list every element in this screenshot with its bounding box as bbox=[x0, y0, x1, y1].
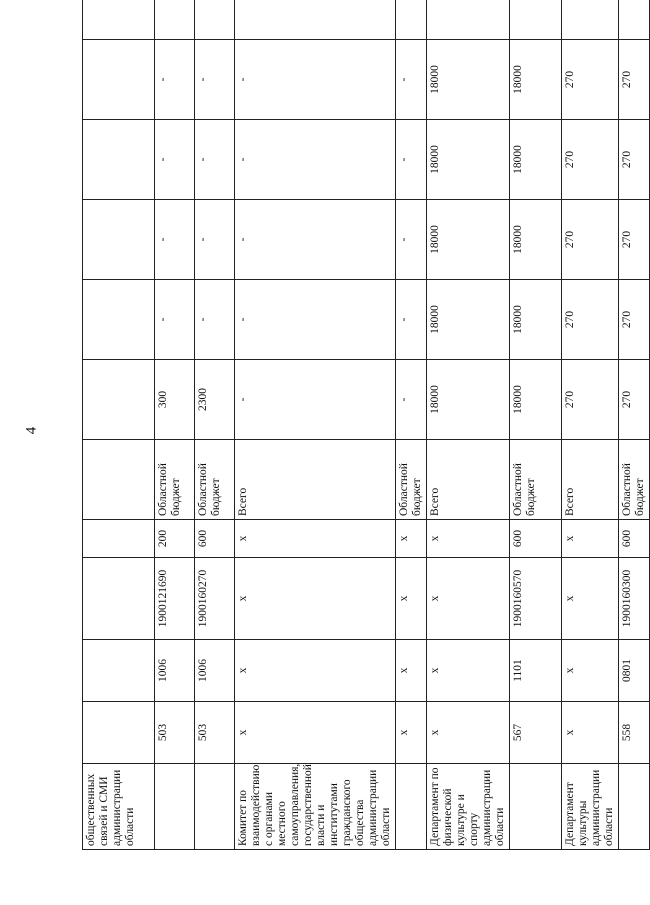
cell-v2: - bbox=[155, 280, 195, 360]
page-number: 4 bbox=[23, 426, 40, 435]
cell-org: общественных связей и СМИ администрации области bbox=[83, 764, 155, 850]
cell-src: Областной бюджет bbox=[510, 440, 562, 520]
cell-v4: 18000 bbox=[427, 120, 510, 200]
cell-rz: 1006 bbox=[155, 640, 195, 702]
table-row bbox=[396, 0, 427, 850]
cell-v4: 18000 bbox=[510, 120, 562, 200]
cell-v3: - bbox=[235, 200, 396, 280]
table-row bbox=[510, 0, 562, 850]
cell-org bbox=[195, 764, 235, 850]
cell-v5: 18000 bbox=[510, 40, 562, 120]
cell-org: Департамент культуры администрации области bbox=[562, 764, 619, 850]
cell-src: Всего bbox=[427, 440, 510, 520]
cell-vr: x bbox=[427, 520, 510, 558]
cell-v4 bbox=[83, 120, 155, 200]
cell-src: Всего bbox=[235, 440, 396, 520]
cell-grbs: x bbox=[562, 702, 619, 764]
cell-vr: 600 bbox=[619, 520, 650, 558]
cell-rz: x bbox=[427, 640, 510, 702]
cell-src: Областной бюджет bbox=[155, 440, 195, 520]
cell-v1: - bbox=[396, 360, 427, 440]
cell-v2: 270 bbox=[562, 280, 619, 360]
cell-v3: - bbox=[195, 200, 235, 280]
cell-v6 bbox=[83, 0, 155, 40]
cell-v4: - bbox=[396, 120, 427, 200]
cell-v5: 270 bbox=[562, 40, 619, 120]
cell-v4: 270 bbox=[619, 120, 650, 200]
cell-v3: - bbox=[155, 200, 195, 280]
cell-v4: - bbox=[155, 120, 195, 200]
cell-v2: - bbox=[235, 280, 396, 360]
cell-csr: 1900160570 bbox=[510, 558, 562, 640]
cell-v2: 270 bbox=[619, 280, 650, 360]
cell-vr: 600 bbox=[510, 520, 562, 558]
cell-vr: x bbox=[235, 520, 396, 558]
cell-csr: x bbox=[396, 558, 427, 640]
cell-v6 bbox=[195, 0, 235, 40]
cell-v2: 18000 bbox=[427, 280, 510, 360]
cell-v3: 270 bbox=[562, 200, 619, 280]
cell-v2: 18000 bbox=[510, 280, 562, 360]
cell-csr: x bbox=[562, 558, 619, 640]
cell-vr: x bbox=[562, 520, 619, 558]
cell-v6 bbox=[235, 0, 396, 40]
cell-v4: - bbox=[195, 120, 235, 200]
cell-v2: - bbox=[195, 280, 235, 360]
cell-vr: x bbox=[396, 520, 427, 558]
cell-v5: 18000 bbox=[427, 40, 510, 120]
cell-grbs: 503 bbox=[195, 702, 235, 764]
cell-v1: 18000 bbox=[427, 360, 510, 440]
cell-vr bbox=[83, 520, 155, 558]
cell-rz: x bbox=[562, 640, 619, 702]
cell-v3: - bbox=[396, 200, 427, 280]
cell-org bbox=[155, 764, 195, 850]
cell-grbs: x bbox=[235, 702, 396, 764]
cell-src: Всего bbox=[562, 440, 619, 520]
cell-v6 bbox=[427, 0, 510, 40]
cell-v1: 18000 bbox=[510, 360, 562, 440]
cell-rz: 0801 bbox=[619, 640, 650, 702]
cell-v1: 2300 bbox=[195, 360, 235, 440]
table-row bbox=[235, 0, 396, 850]
cell-csr: 1900160270 bbox=[195, 558, 235, 640]
cell-v5: - bbox=[155, 40, 195, 120]
cell-v3: 18000 bbox=[427, 200, 510, 280]
cell-rz: x bbox=[396, 640, 427, 702]
cell-csr: x bbox=[235, 558, 396, 640]
table-row bbox=[83, 0, 155, 850]
cell-v2: - bbox=[396, 280, 427, 360]
cell-rz: 1006 bbox=[195, 640, 235, 702]
cell-src bbox=[83, 440, 155, 520]
cell-grbs: 503 bbox=[155, 702, 195, 764]
cell-v1 bbox=[83, 360, 155, 440]
cell-v6 bbox=[396, 0, 427, 40]
cell-v6 bbox=[562, 0, 619, 40]
cell-v2 bbox=[83, 280, 155, 360]
table-row bbox=[562, 0, 619, 850]
cell-csr: x bbox=[427, 558, 510, 640]
table-row bbox=[155, 0, 195, 850]
cell-org bbox=[510, 764, 562, 850]
cell-vr: 200 bbox=[155, 520, 195, 558]
cell-vr: 600 bbox=[195, 520, 235, 558]
cell-v4: - bbox=[235, 120, 396, 200]
cell-org: Комитет по взаимодействию с органами местного самоуправления, государственной власти и институтами гражданского общества администрации области bbox=[235, 764, 396, 850]
cell-grbs bbox=[83, 702, 155, 764]
cell-grbs: 558 bbox=[619, 702, 650, 764]
budget-table bbox=[82, 0, 650, 850]
table-row bbox=[195, 0, 235, 850]
cell-v1: 300 bbox=[155, 360, 195, 440]
cell-v5: - bbox=[235, 40, 396, 120]
cell-src: Областной бюджет bbox=[396, 440, 427, 520]
budget-table-sheet bbox=[82, 10, 646, 850]
cell-grbs: x bbox=[396, 702, 427, 764]
cell-v1: 270 bbox=[562, 360, 619, 440]
cell-csr: 1900160300 bbox=[619, 558, 650, 640]
cell-org bbox=[396, 764, 427, 850]
cell-v4: 270 bbox=[562, 120, 619, 200]
cell-v3: 270 bbox=[619, 200, 650, 280]
cell-rz: x bbox=[235, 640, 396, 702]
cell-grbs: x bbox=[427, 702, 510, 764]
cell-v6 bbox=[619, 0, 650, 40]
cell-src: Областной бюджет bbox=[619, 440, 650, 520]
cell-v6 bbox=[155, 0, 195, 40]
cell-v5: - bbox=[195, 40, 235, 120]
cell-v1: - bbox=[235, 360, 396, 440]
cell-v6 bbox=[510, 0, 562, 40]
cell-rz bbox=[83, 640, 155, 702]
table-row bbox=[427, 0, 510, 850]
cell-csr bbox=[83, 558, 155, 640]
cell-grbs: 567 bbox=[510, 702, 562, 764]
cell-v5: - bbox=[396, 40, 427, 120]
cell-org: Департамент по физической культуре и спорту администрации области bbox=[427, 764, 510, 850]
cell-v3 bbox=[83, 200, 155, 280]
cell-src: Областной бюджет bbox=[195, 440, 235, 520]
cell-v5: 270 bbox=[619, 40, 650, 120]
cell-org bbox=[619, 764, 650, 850]
table-row bbox=[619, 0, 650, 850]
cell-v1: 270 bbox=[619, 360, 650, 440]
cell-csr: 1900121690 bbox=[155, 558, 195, 640]
cell-v3: 18000 bbox=[510, 200, 562, 280]
cell-rz: 1101 bbox=[510, 640, 562, 702]
cell-v5 bbox=[83, 40, 155, 120]
